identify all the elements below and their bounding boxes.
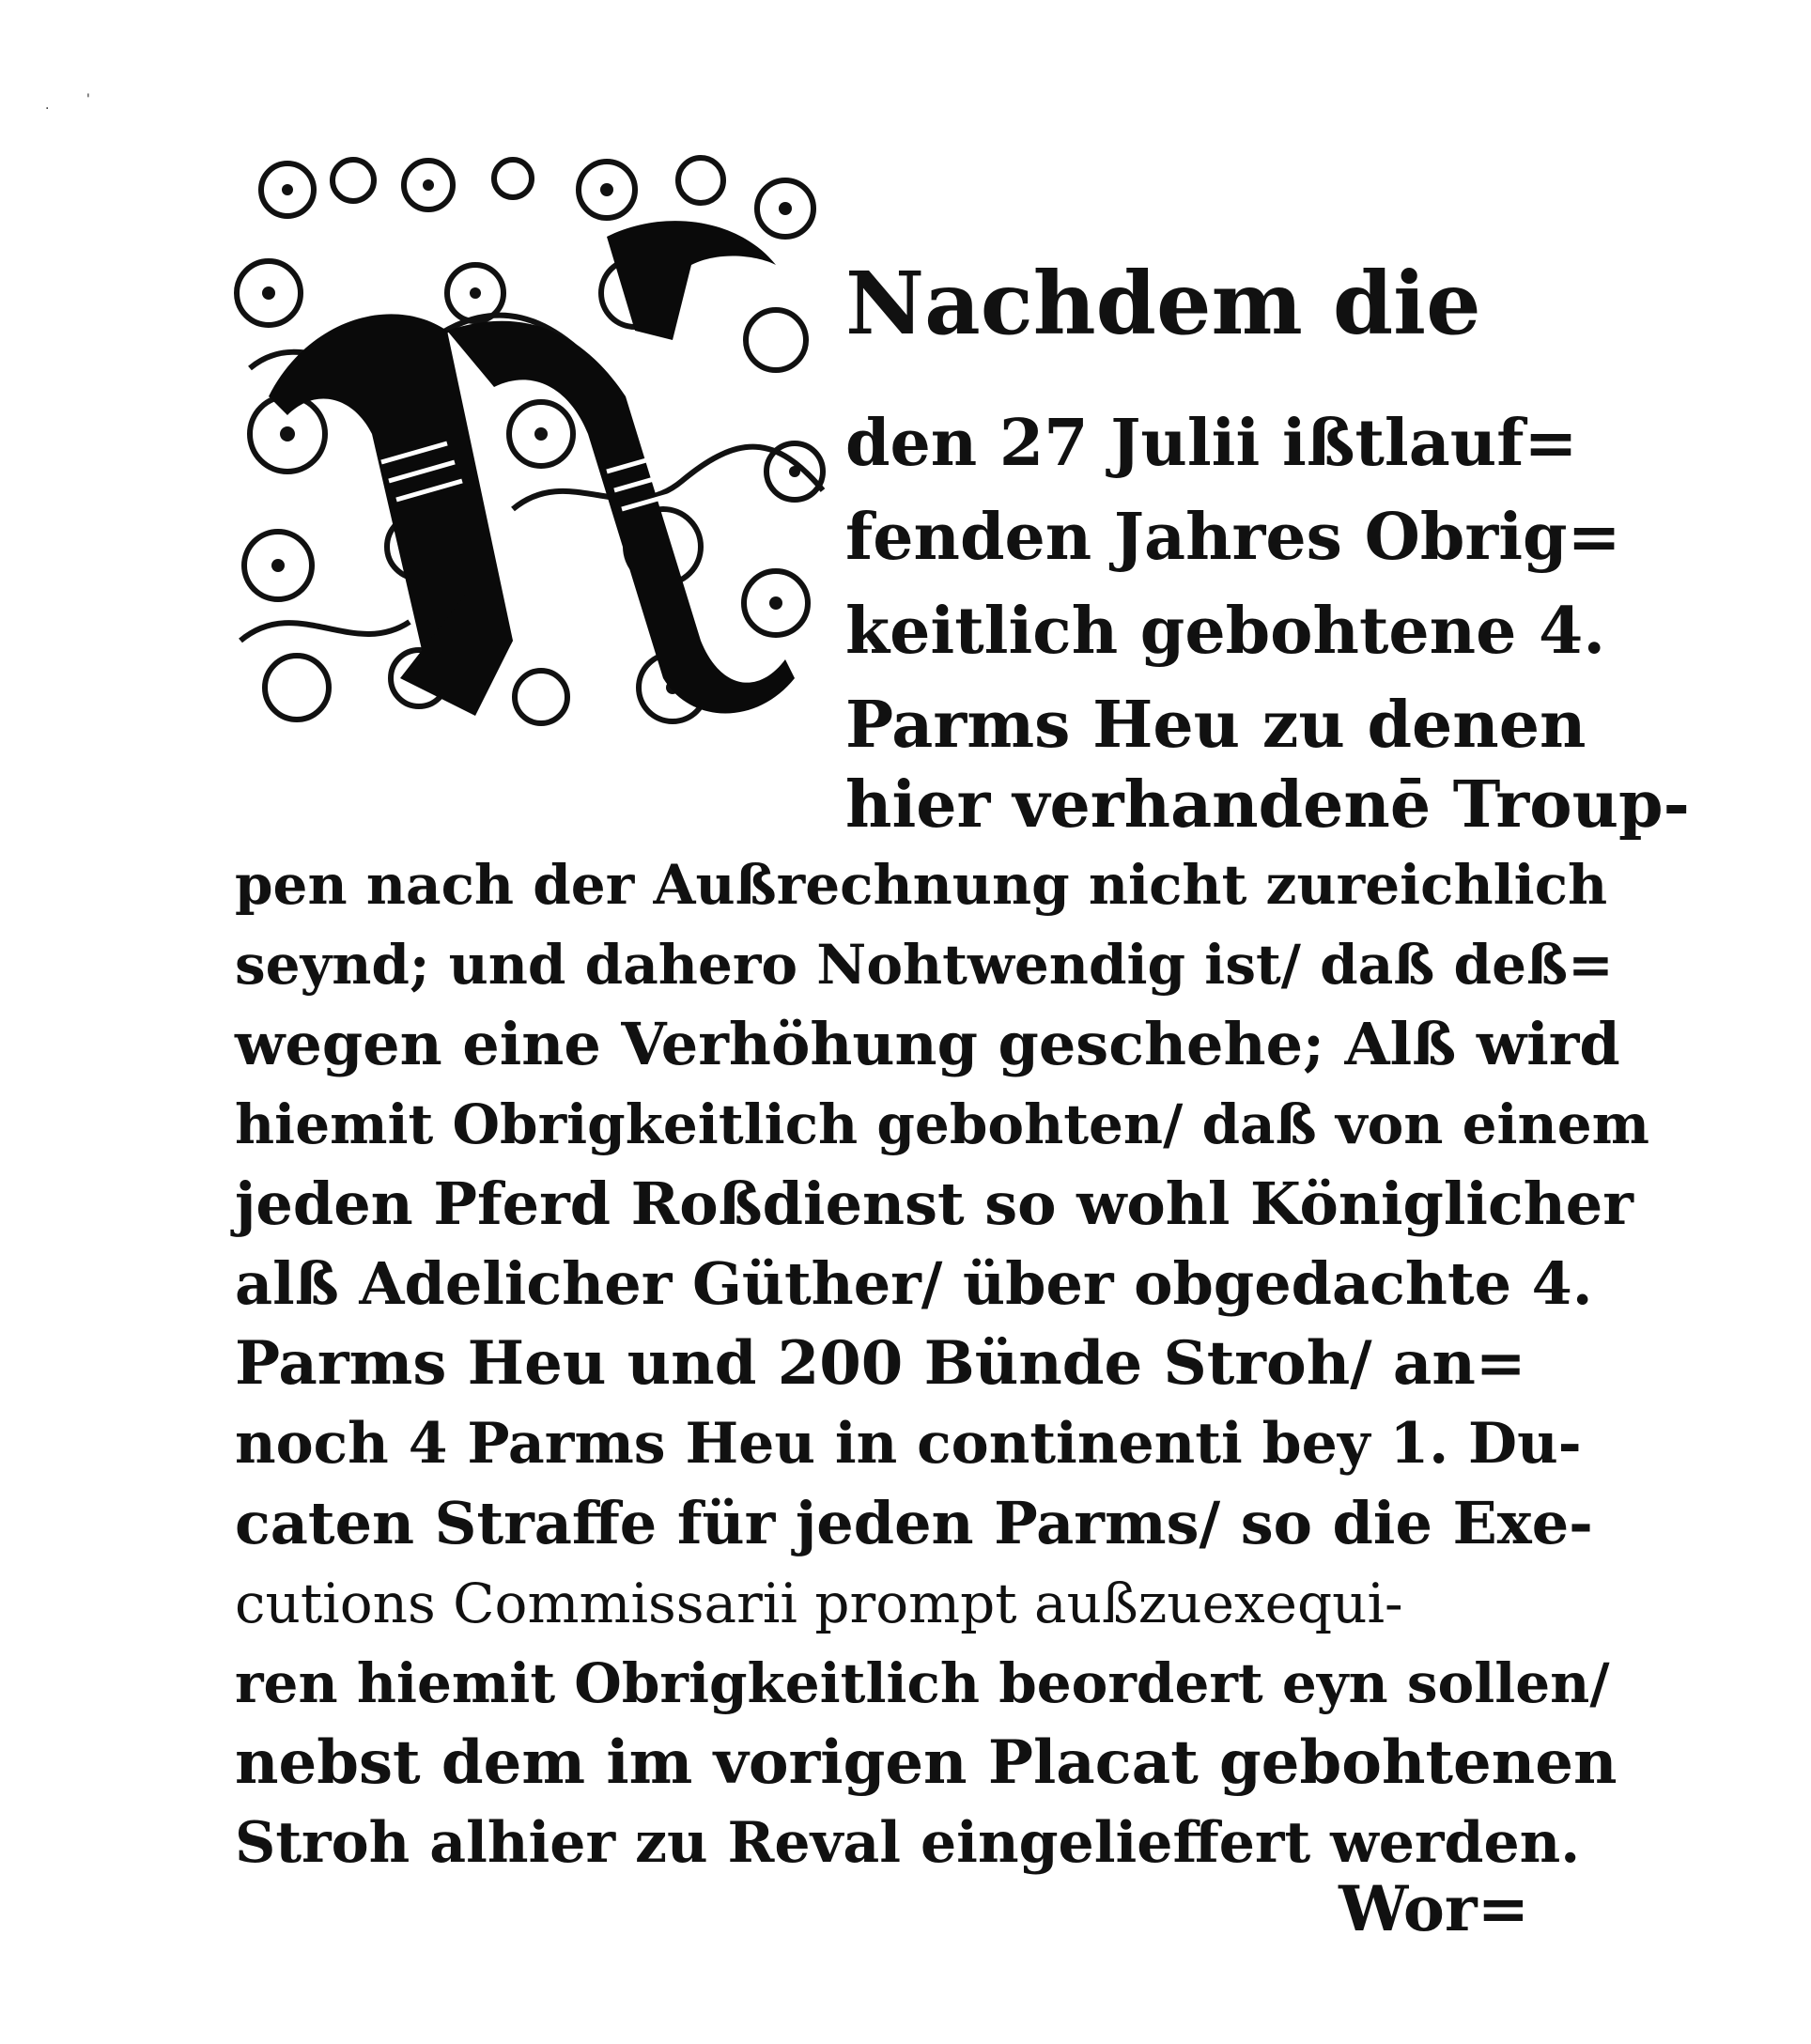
- text-line-4: [845, 592, 1605, 671]
- text-line-6-content: hier verhandenē Troup-: [845, 767, 1690, 843]
- text-line-16-content: cutions Commissarii prompt außzuexequi-: [235, 1572, 1403, 1635]
- text-line-8: [235, 925, 1614, 1004]
- text-line-10-content: hiemit Obrigkeitlich gebohten/ daß von einem: [235, 1092, 1649, 1156]
- text-line-16: [235, 1564, 1403, 1643]
- text-line-13-content: Parms Heu und 200 Bünde Stroh/ an=: [235, 1328, 1526, 1399]
- catchword: Wor=: [1339, 1872, 1529, 1945]
- text-line-2-content: den 27 Julii ißtlauf=: [845, 406, 1578, 481]
- text-line-6: [845, 766, 1690, 844]
- text-line-7: [235, 845, 1607, 924]
- text-line-19-content: Stroh alhier zu Reval eingelieffert werden.: [235, 1810, 1581, 1876]
- text-line-9: [235, 1005, 1620, 1084]
- text-line-15-content: caten Straffe für jeden Parms/ so die Exe-: [235, 1489, 1593, 1557]
- text-line-18-content: nebst dem im vorigen Placat gebohtenen: [235, 1727, 1618, 1798]
- text-line-8-content: seynd; und dahero Nohtwendig ist/ daß deß=: [235, 933, 1614, 997]
- text-line-9-content: wegen eine Verhöhung geschehe; Alß wird: [235, 1010, 1620, 1078]
- text-line-7-content: pen nach der Außrechnung nicht zureichlich: [235, 853, 1608, 917]
- text-line-14-content: noch 4 Parms Heu in continenti bey 1. Du-: [235, 1411, 1582, 1477]
- text-line-12-content: alß Adelicher Güther/ über obgedachte 4.: [235, 1249, 1593, 1318]
- text-line-5-content: Parms Heu zu denen: [845, 688, 1587, 763]
- text-line-17-content: ren hiemit Obrigkeitlich beordert eyn sollen/: [235, 1651, 1610, 1715]
- text-line-14: [235, 1404, 1582, 1483]
- text-line-12: [235, 1245, 1592, 1324]
- decorated-initial-n: [231, 152, 837, 744]
- margin-speck: .: [45, 98, 50, 113]
- margin-speck: ': [86, 92, 90, 107]
- text-line-10: [235, 1085, 1649, 1164]
- text-line-15: [235, 1484, 1593, 1563]
- text-line-5: [845, 686, 1586, 765]
- text-line-11-content: jeden Pferd Roßdienst so wohl Königlicher: [235, 1169, 1633, 1238]
- text-line-1-content: Nachdem die: [845, 253, 1481, 354]
- text-line-4-content: keitlich gebohtene 4.: [845, 594, 1605, 669]
- text-line-3-content: fenden Jahres Obrig=: [845, 500, 1621, 575]
- text-line-1: [845, 252, 1481, 355]
- text-line-11: [235, 1165, 1633, 1244]
- text-line-13: [235, 1324, 1526, 1403]
- text-line-3: [845, 498, 1621, 577]
- text-line-17: [235, 1644, 1610, 1723]
- text-line-2: [845, 404, 1577, 483]
- text-line-18: [235, 1724, 1618, 1803]
